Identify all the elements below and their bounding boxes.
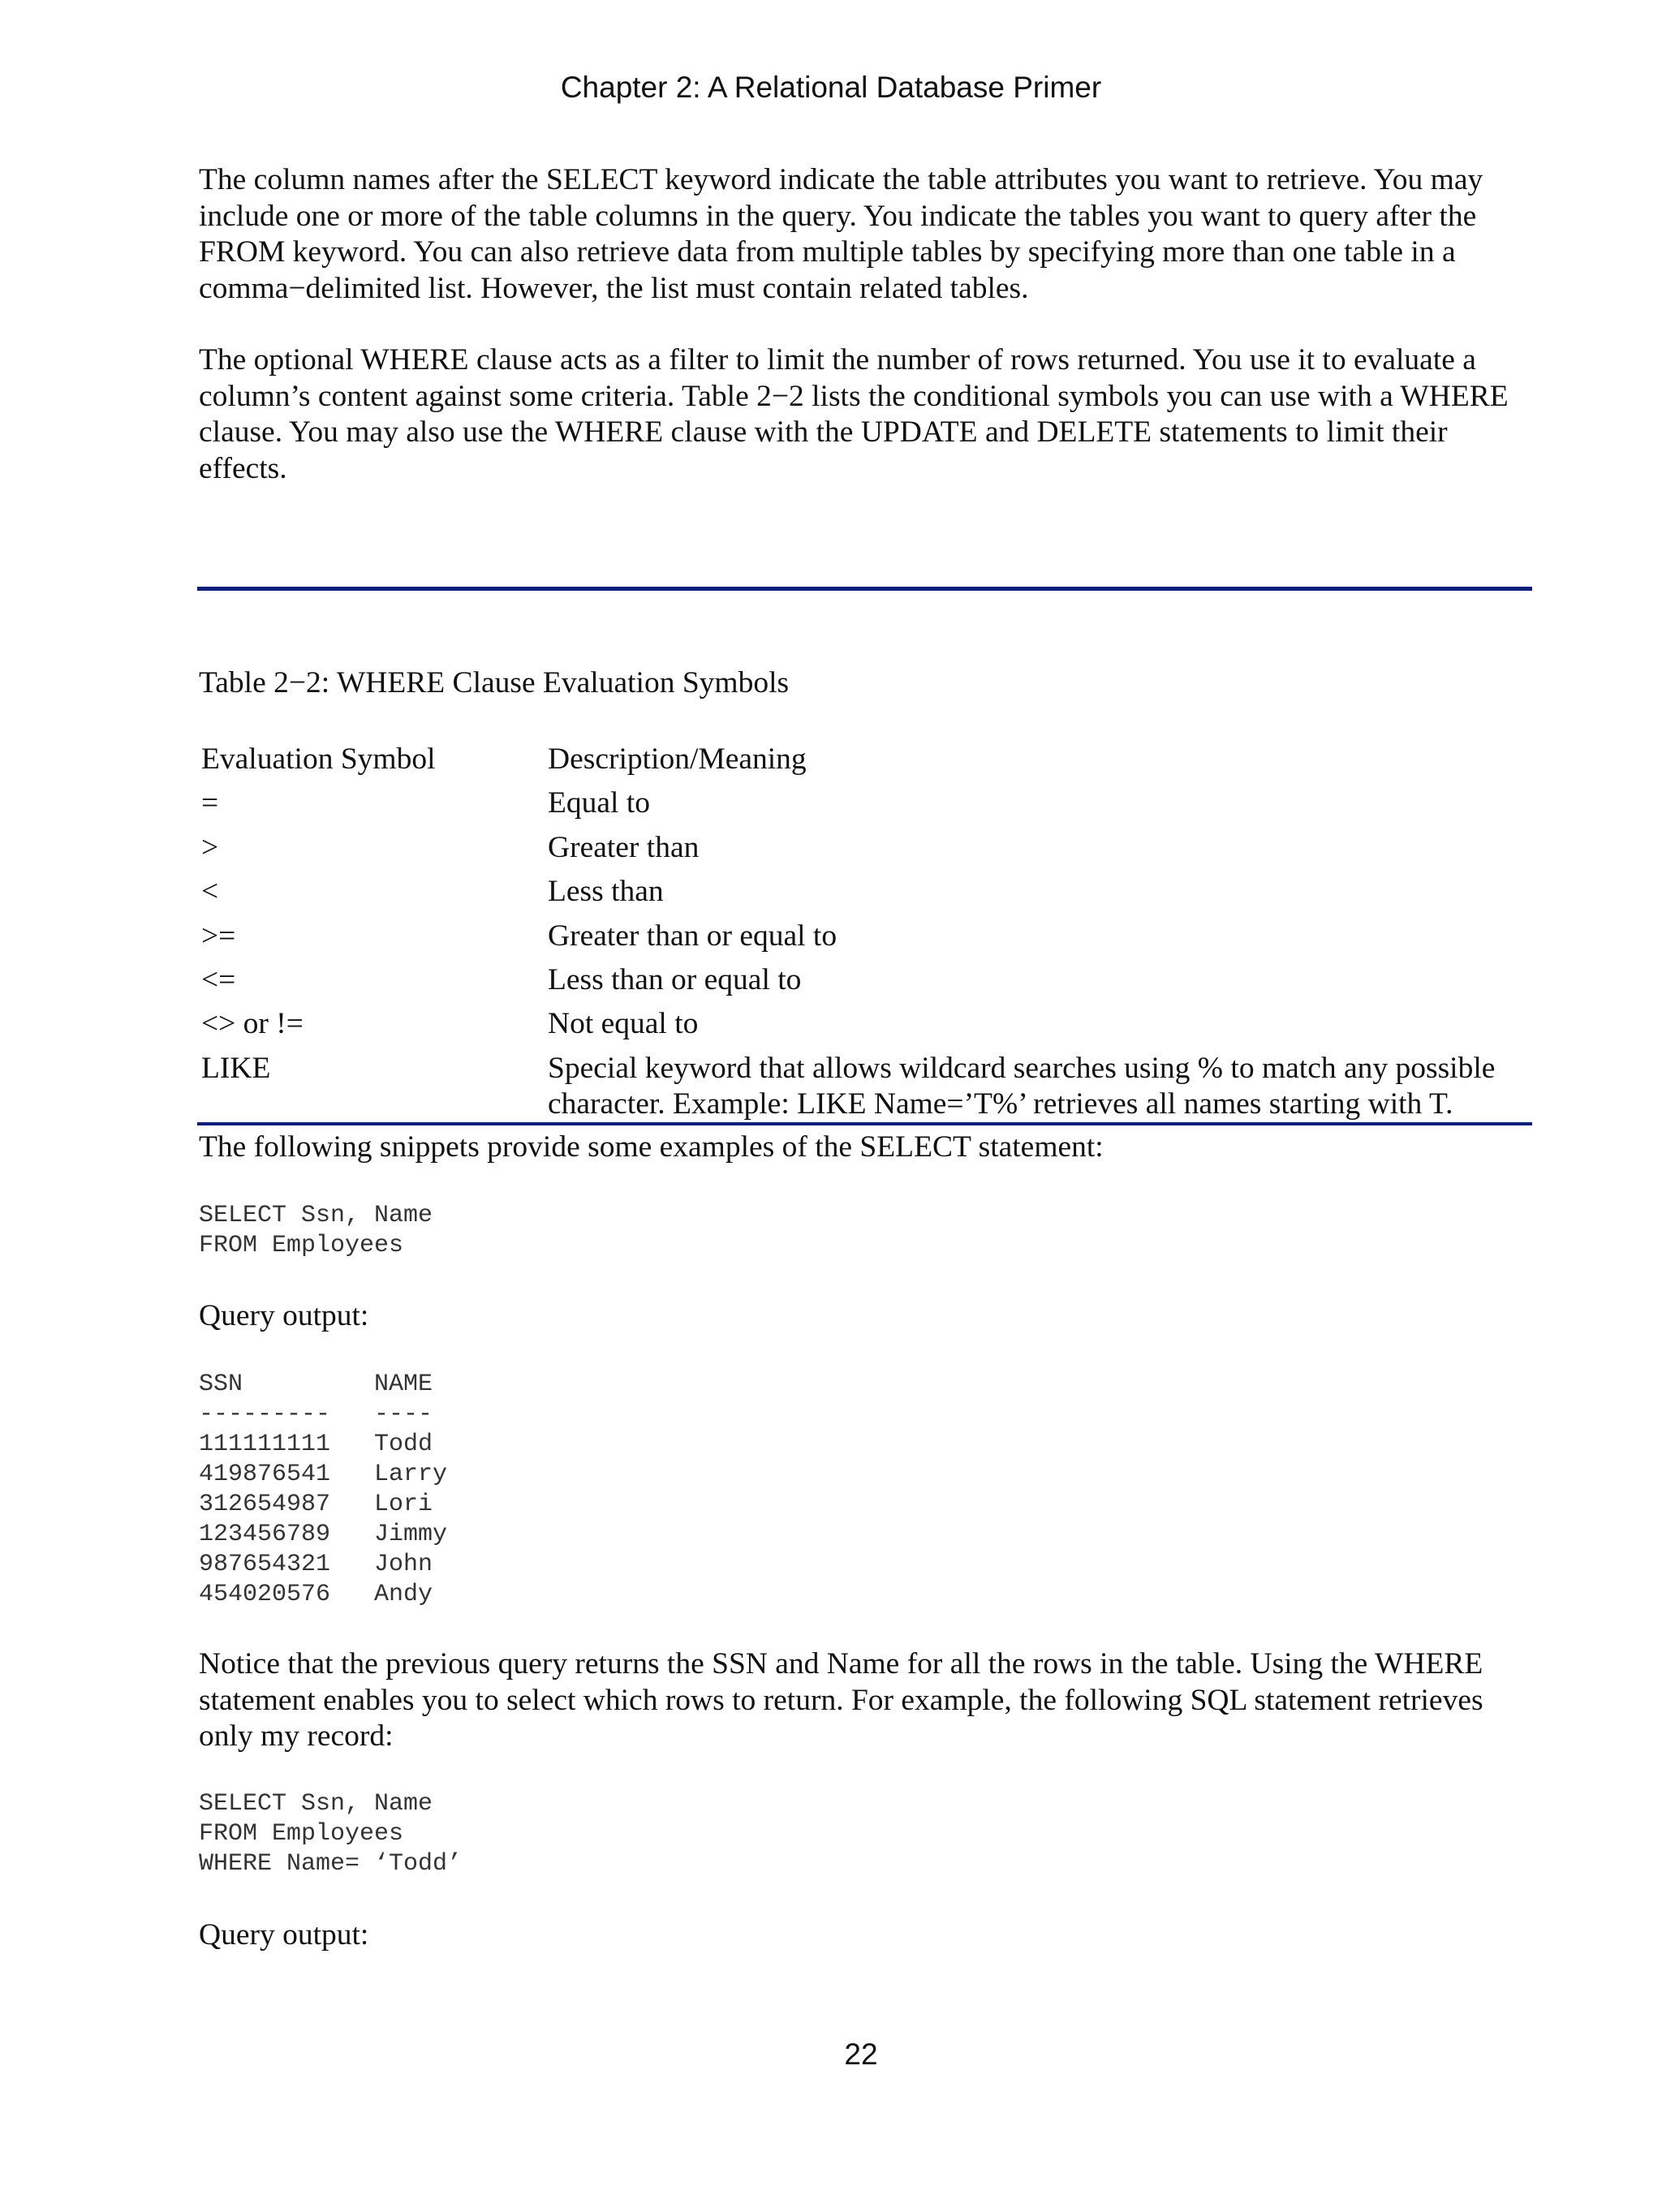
header-evaluation-symbol: Evaluation Symbol [201,742,436,776]
paragraph-text: Notice that the previous query returns the SSN and Name for all the rows in the table. Using the WHERE statement enables you to select which rows to return. For example, the following SQL statement retrieves only my record: [199,1647,1483,1753]
code-snippet-select-where: SELECT Ssn, Name FROM Employees WHERE Name= ‘Todd’ [199,1790,463,1878]
symbol-cell: <> or != [201,1007,304,1041]
table-row [201,1006,1532,1042]
table-row [201,830,1532,866]
symbol-cell: = [201,786,219,820]
symbol-cell: <= [201,962,236,996]
body-paragraph-where-clause [199,342,1530,487]
description-cell: Not equal to [548,1007,699,1041]
header-description: Description/Meaning [548,742,807,776]
table-caption: Table 2−2: WHERE Clause Evaluation Symbols [199,666,790,699]
query-output-label [199,1298,1530,1335]
description-cell: Less than or equal to [548,962,802,996]
description-cell: Special keyword that allows wildcard searches using % to match any possible character. Example: LIKE Name=’T%’ retrieves all names starting with T. [548,1051,1496,1121]
page-number: 22 [844,2038,878,2071]
description-cell: Greater than [548,830,700,864]
query-output-listing: SSN NAME --------- ---- 111111111 Todd 419876541 Larry 312654987 Lori 123456789 Jimmy 987654321 John 454020576 Andy [199,1371,448,1608]
table-row [201,1051,1532,1122]
page-header: Chapter 2: A Relational Database Primer [560,71,1102,104]
table-row [201,919,1532,954]
table-header-row [201,742,1532,777]
where-symbols-table [201,742,1532,1122]
symbol-cell: > [201,830,219,864]
label-text: Query output: [199,1299,369,1332]
table-row [201,962,1532,998]
snippets-intro [199,1130,1530,1166]
label-text: Query output: [199,1918,369,1952]
table-row [201,785,1532,821]
description-cell: Less than [548,875,664,909]
query-output-label [199,1917,1530,1954]
body-paragraph-select-columns [199,162,1530,307]
description-cell: Greater than or equal to [548,919,837,953]
paragraph-text: The following snippets provide some examples of the SELECT statement: [199,1130,1104,1164]
table-top-rule [197,587,1532,591]
paragraph-text: The column names after the SELECT keyword indicate the table attributes you want to retrieve. You may include one or more of the table columns in the query. You indicate the tables you want to query after the FROM keyword. You can also retrieve data from multiple tables by specifying more than one table in a comma−delimited list. However, the list must contain related tables. [199,163,1483,305]
code-snippet-select: SELECT Ssn, Name FROM Employees [199,1202,433,1259]
symbol-cell: < [201,875,219,909]
table-bottom-rule [197,1122,1532,1125]
description-cell: Equal to [548,786,651,820]
body-paragraph-notice [199,1646,1530,1755]
paragraph-text: The optional WHERE clause acts as a filter to limit the number of rows returned. You use it to evaluate a column’s content against some criteria. Table 2−2 lists the conditional symbols you can use with a WHERE clause. You may also use the WHERE clause with the UPDATE and DELETE statements to limit their effects. [199,343,1509,485]
symbol-cell: LIKE [201,1051,271,1085]
table-row [201,874,1532,910]
symbol-cell: >= [201,919,236,953]
